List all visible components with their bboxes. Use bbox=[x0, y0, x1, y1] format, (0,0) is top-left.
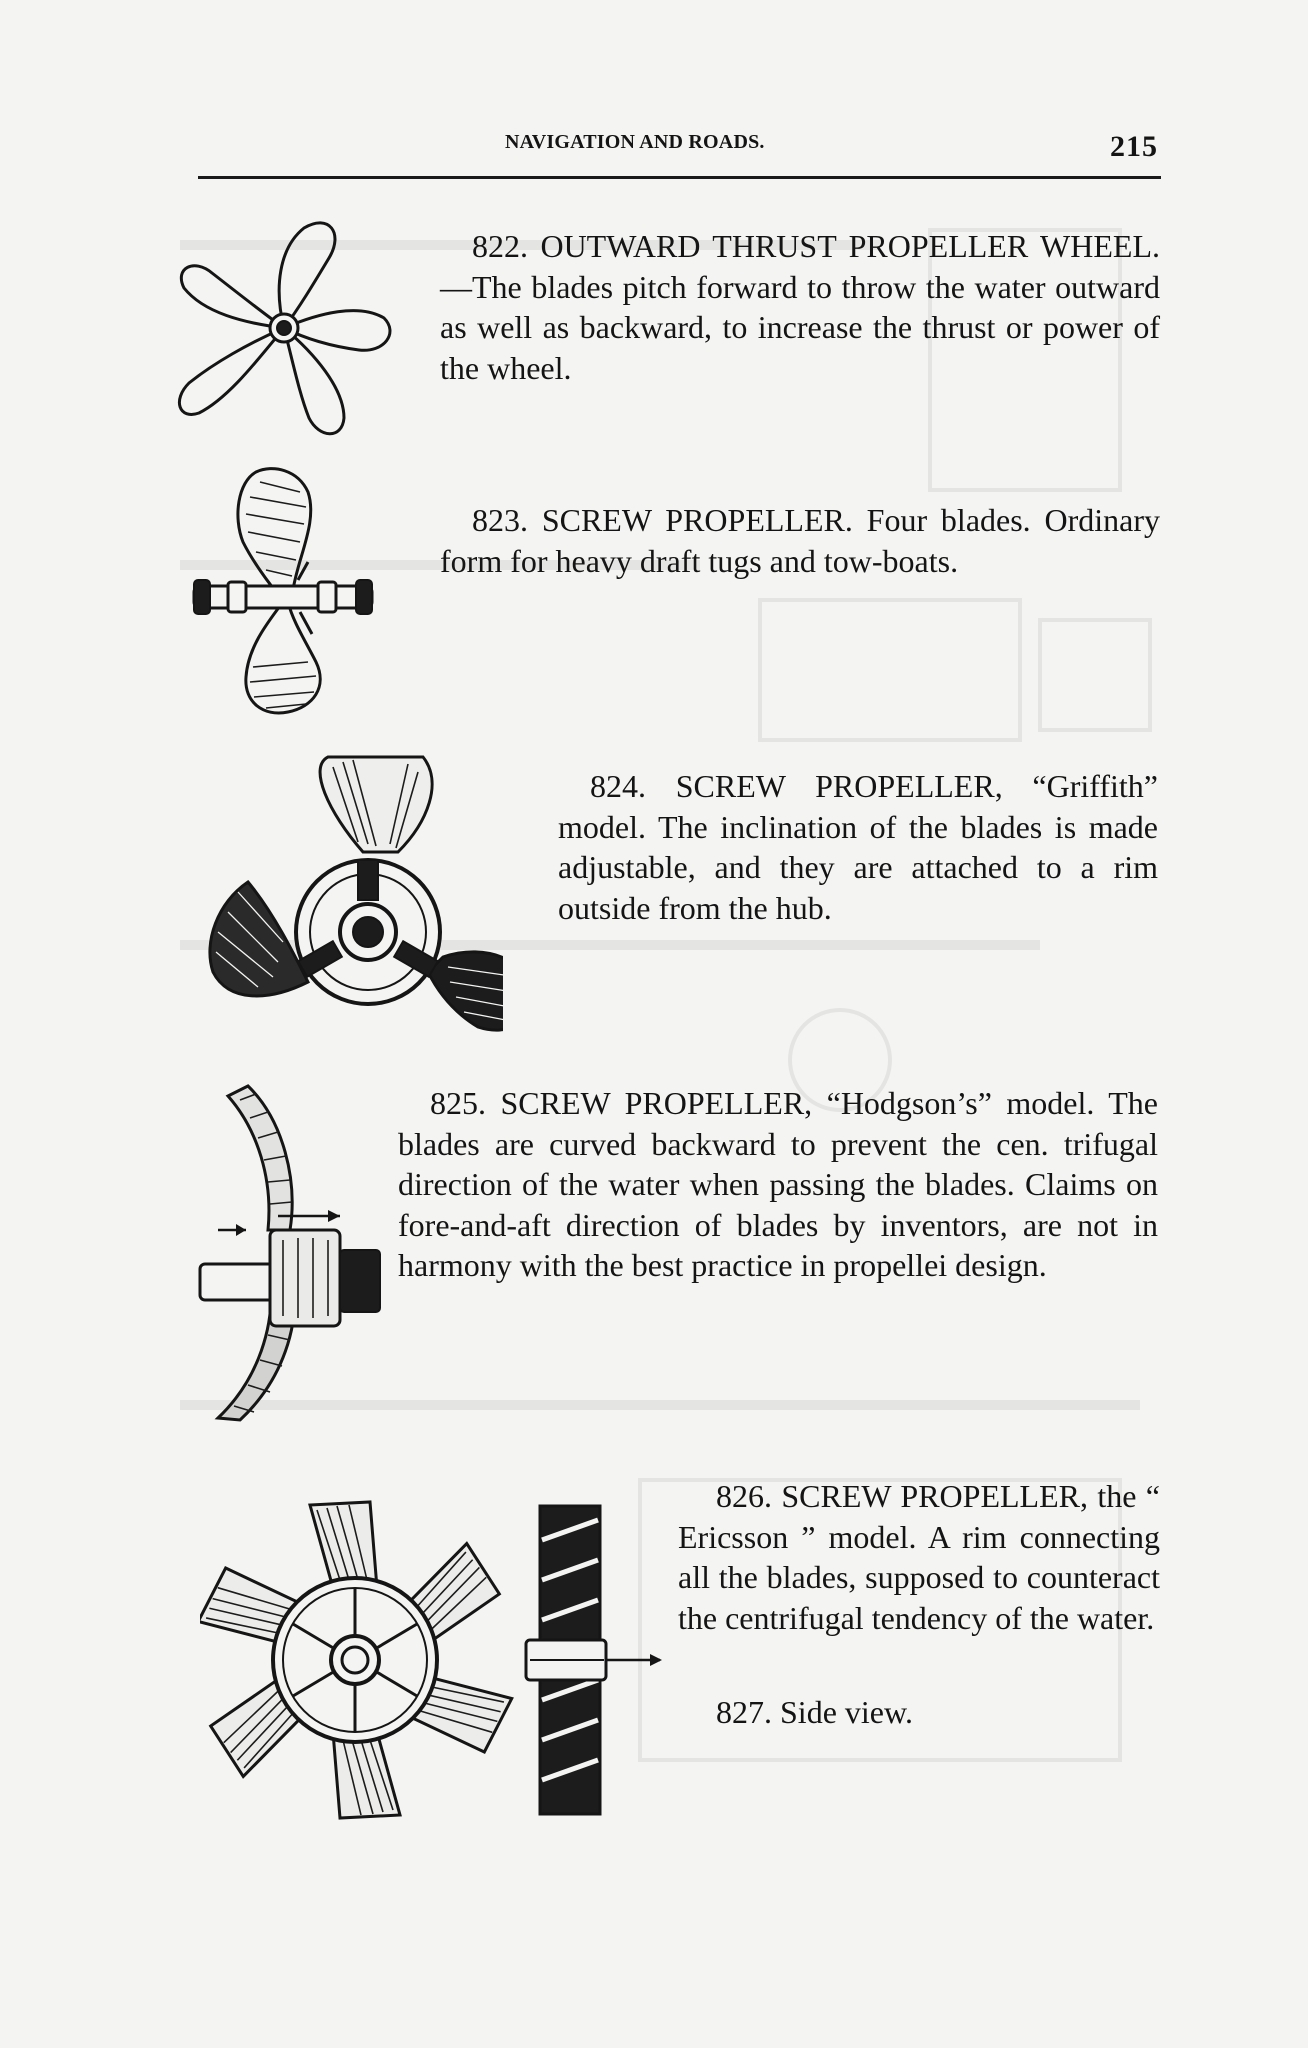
entry-823-number: 823. bbox=[472, 502, 528, 538]
entry-827-text: Side view. bbox=[780, 1694, 914, 1730]
entry-822-text: OUTWARD THRUST PROPELLER WHEEL.—The blades pitch forward to throw the water outward as well as backward, to increase the thrust or power of the wheel. bbox=[440, 228, 1161, 386]
entry-826 bbox=[678, 1476, 1160, 1638]
entry-826-text: SCREW PROPELLER, the “ Ericsson ” model. A rim connecting all the blades, supposed to counteract the centrifugal tendency of the water. bbox=[678, 1478, 1161, 1636]
entry-825 bbox=[398, 1083, 1158, 1286]
entry-822 bbox=[440, 226, 1160, 388]
entry-824-number: 824. bbox=[590, 768, 646, 804]
page-number: 215 bbox=[1110, 130, 1158, 163]
outward-thrust-propeller-wheel-illustration bbox=[170, 215, 400, 445]
entry-823-text: SCREW PROPELLER. Four blades. Ordinary form for heavy draft tugs and tow-boats. bbox=[440, 502, 1161, 579]
entry-826-number: 826. bbox=[716, 1478, 772, 1514]
entry-827 bbox=[678, 1692, 1160, 1733]
entry-822-number: 822. bbox=[472, 228, 528, 264]
entry-824-text: SCREW PROPELLER, “Griffith” model. The inclination of the blades is made adjustable, and they are attached to a rim outside from the hub. bbox=[558, 768, 1159, 926]
entry-827-number: 827. bbox=[716, 1694, 772, 1730]
ericsson-side-view-illustration bbox=[520, 1500, 670, 1820]
running-head: NAVIGATION AND ROADS. bbox=[505, 131, 765, 153]
entry-825-text: SCREW PROPELLER, “Hodgson’s” model. The blades are curved backward to prevent the cen. trifugal direction of the water when passing the blades. Claims on fore-and-aft direction of blades by inventors, are not in harmony with the best practice in propellei design. bbox=[398, 1085, 1159, 1283]
entry-824 bbox=[558, 766, 1158, 928]
griffith-propeller-illustration bbox=[198, 752, 503, 1062]
header-rule bbox=[198, 176, 1161, 179]
four-blade-screw-propeller-illustration bbox=[188, 462, 378, 732]
hodgson-propeller-illustration bbox=[198, 1080, 403, 1425]
entry-825-number: 825. bbox=[430, 1085, 486, 1121]
ericsson-propeller-illustration bbox=[200, 1500, 520, 1820]
entry-823 bbox=[440, 500, 1160, 581]
